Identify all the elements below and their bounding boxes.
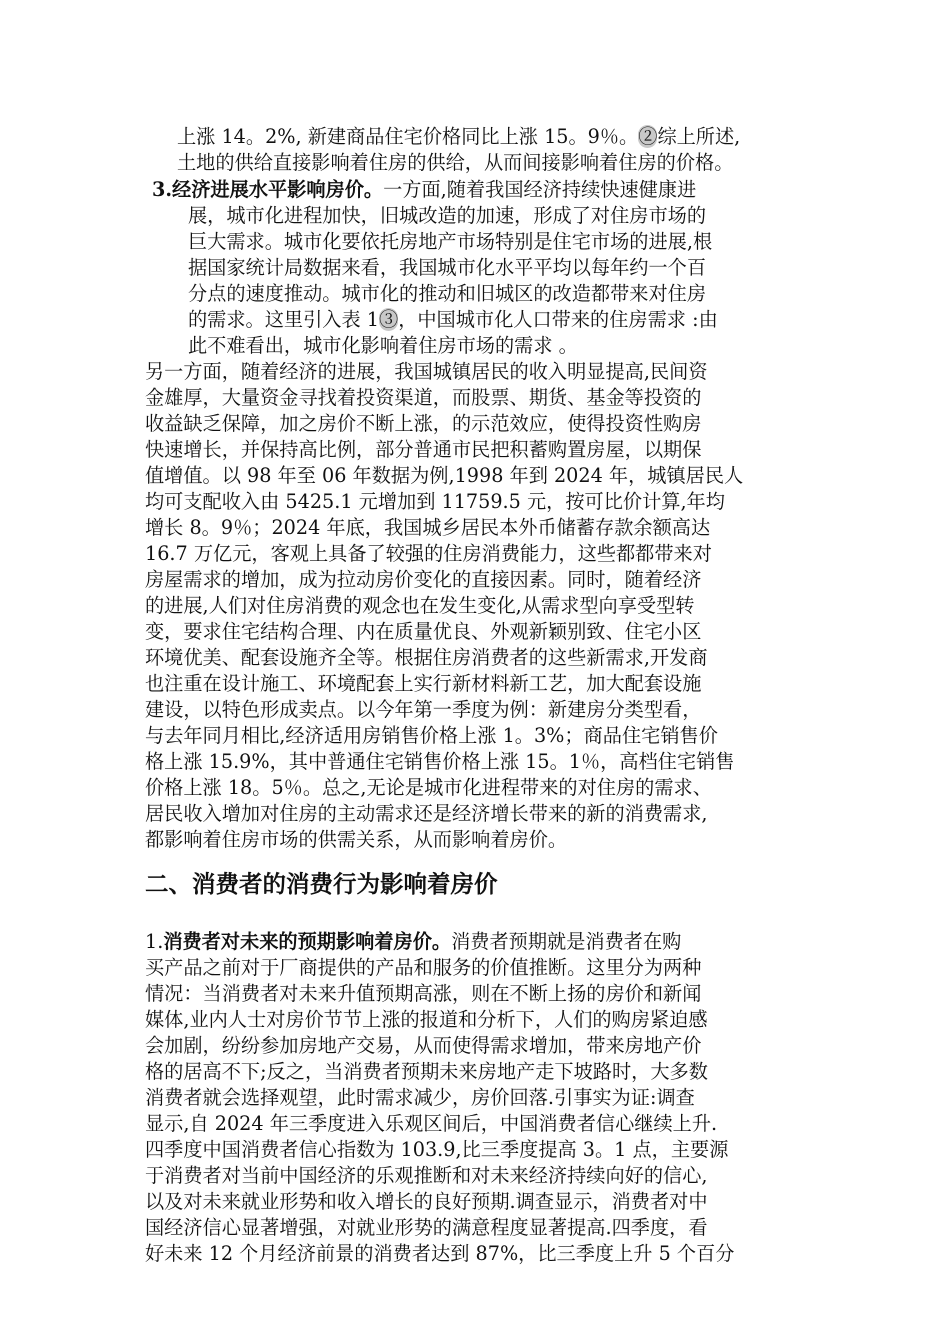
text-line: 分点的速度推动。城市化的推动和旧城区的改造都带来对住房 <box>188 282 707 305</box>
text-line: 四季度中国消费者信心指数为 103.9,比三季度提高 3。1 点，主要源 <box>145 1138 729 1161</box>
text-line: 的进展,人们对住房消费的观念也在发生变化,从需求型向享受型转 <box>145 594 695 617</box>
text-segment: 的需求。这里引入表 1 <box>188 308 379 331</box>
text-line: 展，城市化进程加快，旧城改造的加速，形成了对住房市场的 <box>188 204 707 227</box>
text-line: 居民收入增加对住房的主动需求还是经济增长带来的新的消费需求, <box>145 802 708 825</box>
text-line: 土地的供给直接影响着住房的供给，从而间接影响着住房的价格。 <box>177 151 734 174</box>
text-line: 均可支配收入由 5425.1 元增加到 11759.5 元，按可比价计算,年均 <box>145 490 725 513</box>
text-line: 变，要求住宅结构合理、内在质量优良、外观新颖别致、住宅小区 <box>145 620 702 643</box>
text-line: 收益缺乏保障，加之房价不断上涨，的示范效应，使得投资性购房 <box>145 412 702 435</box>
section-heading: 二、消费者的消费行为影响着房价 <box>145 870 498 898</box>
text-line: 价格上涨 18。5％。总之,无论是城市化进程带来的对住房的需求、 <box>145 776 712 799</box>
subsection-1-first-line <box>145 929 681 955</box>
text-line: 房屋需求的增加，成为拉动房价变化的直接因素。同时，随着经济 <box>145 568 702 591</box>
text-segment: 上涨 14。2%, 新建商品住宅价格同比上涨 15。9％。 <box>177 125 639 148</box>
text-line <box>188 307 718 333</box>
text-line: 建设，以特色形成卖点。以今年第一季度为例：新建房分类型看， <box>145 698 702 721</box>
text-line: 巨大需求。城市化要依托房地产市场特别是住宅市场的进展,根 <box>188 230 713 253</box>
subsection-1-title: 消费者对未来的预期影响着房价。 <box>163 930 452 953</box>
subsection-1-number: 1. <box>145 930 164 953</box>
text-line: 金雄厚，大量资金寻找着投资渠道，而股票、期货、基金等投资的 <box>145 386 702 409</box>
text-segment: 综上所述, <box>657 125 741 148</box>
text-line: 值增值。以 98 年至 06 年数据为例,1998 年到 2024 年，城镇居民人 <box>145 464 744 487</box>
text-line: 16.7 万亿元，客观上具备了较强的住房消费能力，这些都都带来对 <box>145 542 712 565</box>
text-line: 格上涨 15.9%，其中普通住宅销售价格上涨 15。1％，高档住宅销售 <box>145 750 735 773</box>
text-segment: ，中国城市化人口带来的住房需求 :由 <box>398 308 718 331</box>
text-line: 好未来 12 个月经济前景的消费者达到 87%，比三季度上升 5 个百分 <box>145 1242 735 1265</box>
text-segment: 消费者预期就是消费者在购 <box>451 930 682 953</box>
text-line: 国经济信心显著增强，对就业形势的满意程度显著提高.四季度，看 <box>145 1216 708 1239</box>
text-line: 显示,自 2024 年三季度进入乐观区间后，中国消费者信心继续上升. <box>145 1112 718 1135</box>
text-line: 于消费者对当前中国经济的乐观推断和对未来经济持续向好的信心, <box>145 1164 708 1187</box>
text-line: 与去年同月相比,经济适用房销售价格上涨 1。3%；商品住宅销售价 <box>145 724 718 747</box>
section-3-title: 经济进展水平影响房价。 <box>172 178 384 201</box>
text-line: 消费者就会选择观望，此时需求减少，房价回落.引事实为证:调查 <box>145 1086 695 1109</box>
text-segment: 一方面,随着我国经济持续快速健康进 <box>383 178 697 201</box>
text-line: 快速增长，并保持高比例，部分普通市民把积蓄购置房屋，以期保 <box>145 438 702 461</box>
text-line: 格的居高不下;反之，当消费者预期未来房地产走下坡路时，大多数 <box>145 1060 708 1083</box>
text-line: 情况：当消费者对未来升值预期高涨，则在不断上扬的房价和新闻 <box>145 982 702 1005</box>
text-line: 买产品之前对于厂商提供的产品和服务的价值推断。这里分为两种 <box>145 956 702 979</box>
text-line: 另一方面，随着经济的进展，我国城镇居民的收入明显提高,民间资 <box>145 360 708 383</box>
text-line: 增长 8。9％；2024 年底，我国城乡居民本外币储蓄存款余额高达 <box>145 516 711 539</box>
text-line: 此不难看出，城市化影响着住房市场的需求 。 <box>188 334 578 357</box>
text-line: 环境优美、配套设施齐全等。根据住房消费者的这些新需求,开发商 <box>145 646 708 669</box>
footnote-marker-3[interactable]: ③ <box>379 308 399 331</box>
section-3-number: 3. <box>152 178 173 201</box>
text-line: 以及对未来就业形势和收入增长的良好预期.调查显示，消费者对中 <box>145 1190 708 1213</box>
text-line: 也注重在设计施工、环境配套上实行新材料新工艺，加大配套设施 <box>145 672 702 695</box>
footnote-marker-2[interactable]: ② <box>638 125 658 148</box>
text-line: 媒体,业内人士对房价节节上涨的报道和分析下，人们的购房紧迫感 <box>145 1008 708 1031</box>
text-line: 会加剧，纷纷参加房地产交易，从而使得需求增加，带来房地产价 <box>145 1034 702 1057</box>
section-3-first-line <box>152 177 696 203</box>
text-line: 据国家统计局数据来看，我国城市化水平平均以每年约一个百 <box>188 256 707 279</box>
text-line: 都影响着住房市场的供需关系，从而影响着房价。 <box>145 828 568 851</box>
text-line <box>177 124 740 150</box>
